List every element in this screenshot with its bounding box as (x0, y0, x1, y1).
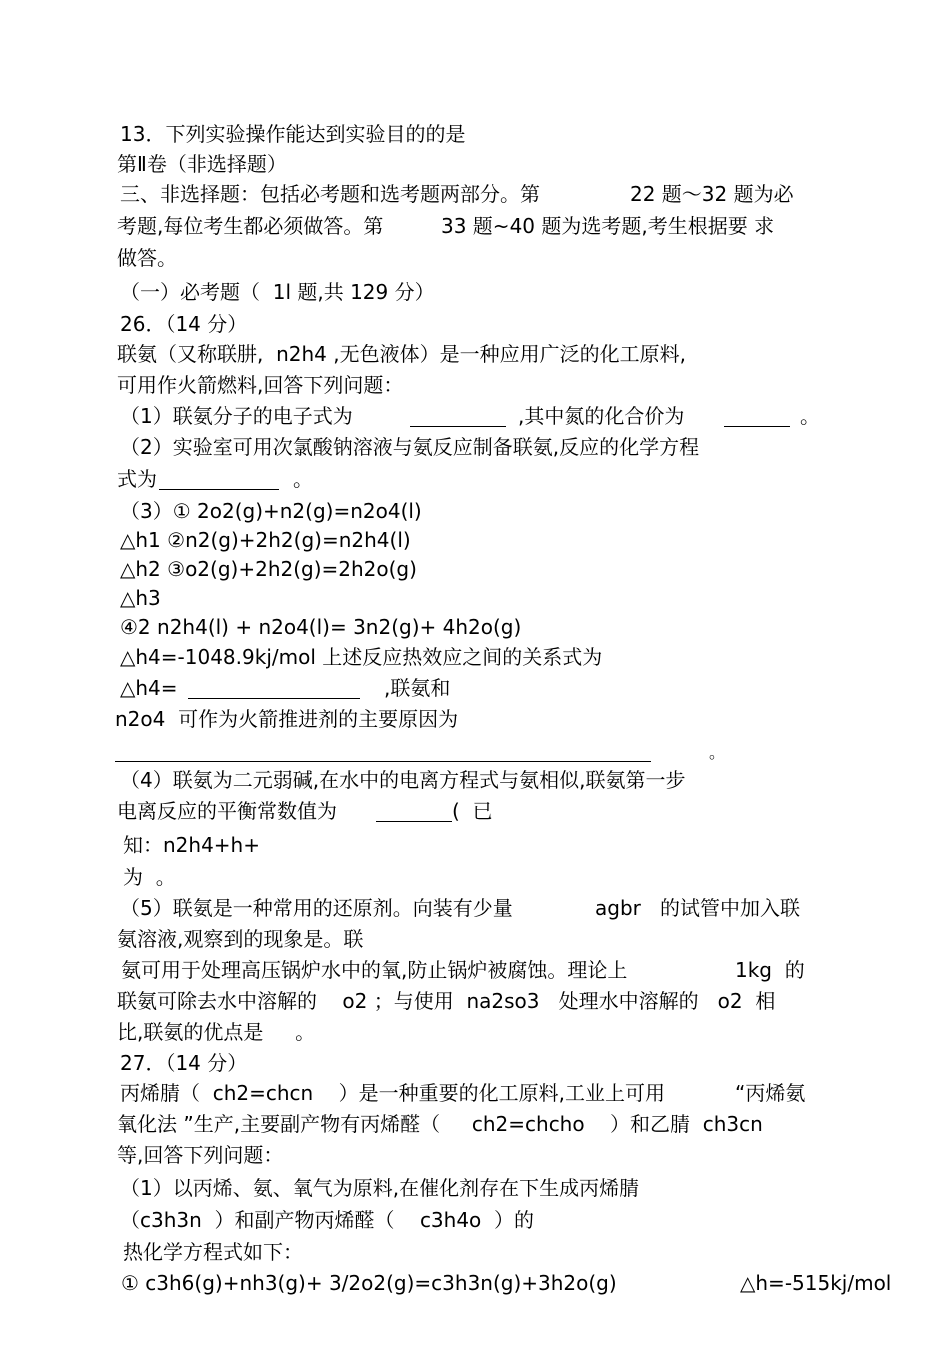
q26-part3-relation: △h4= (120, 676, 178, 700)
q26-part5b: agbr 的试管中加入联 (595, 896, 800, 920)
q26-part4: （4）联氨为二元弱碱,在水中的电离方程式与氨相似,联氨第一步 (120, 768, 686, 792)
instructions-line-1a: 三、非选择题：包括必考题和选考题两部分。第 (120, 182, 540, 206)
q26-part5d: 氨可用于处理高压锅炉水中的氧,防止锅炉被腐蚀。理论上 (121, 958, 628, 982)
q26-part4b: 电离反应的平衡常数值为 (117, 799, 337, 823)
q26-part2c: 。 (293, 467, 313, 491)
q26-part3-reason: n2o4 可作为火箭推进剂的主要原因为 (115, 707, 459, 731)
q27-intro-1b: “丙烯氨 (735, 1081, 806, 1105)
section-title: 第Ⅱ卷（非选择题） (117, 152, 287, 176)
q27-eq1-dh: △h=-515kj/mol (740, 1271, 892, 1295)
q27-intro-2: 氧化法 ”生产,主要副产物有丙烯醛（ ch2=chcho ）和乙腈 ch3cn (117, 1112, 763, 1136)
q26-part5e: 1kg 的 (735, 958, 805, 982)
q26-part4d: 知：n2h4+h+ (123, 833, 260, 857)
q26-part3-eq2: △h1 ②n2(g)+2h2(g)=n2h4(l) (120, 528, 411, 552)
answer-blank (188, 678, 360, 699)
q26-part3-eq1: （3）① 2o2(g)+n2(g)=n2o4(l) (120, 499, 422, 523)
q27-intro-3: 等,回答下列问题： (117, 1143, 284, 1167)
answer-blank (115, 761, 651, 762)
q26-part1c: 。 (800, 404, 820, 428)
q26-part4c: ( 已 (452, 799, 493, 823)
q26-part2: （2）实验室可用次氯酸钠溶液与氨反应制备联氨,反应的化学方程 (120, 435, 700, 459)
instructions-line-1b: 22 题～32 题为必 (630, 182, 794, 206)
answer-blank (724, 406, 790, 427)
answer-blank (376, 801, 452, 822)
question-13: 13．下列实验操作能达到实验目的的是 (120, 122, 466, 146)
q27-part1a: （1）以丙烯、氨、氧气为原料,在催化剂存在下生成丙烯腈 (120, 1176, 640, 1200)
q26-part1b: ,其中氮的化合价为 (518, 404, 685, 428)
q26-part3-relation-b: ,联氨和 (384, 676, 451, 700)
q26-part5c: 氨溶液,观察到的现象是。联 (117, 927, 364, 951)
instructions-line-2b: 33 题~40 题为选考题,考生根据要 求 (441, 214, 775, 238)
q26-part5a: （5）联氨是一种常用的还原剂。向装有少量 (120, 896, 513, 920)
q26-part3-eq4: ④2 n2h4(l) + n2o4(l)= 3n2(g)+ 4h2o(g) (120, 615, 522, 639)
q26-part3-dh4: △h4=-1048.9kj/mol 上述反应热效应之间的关系式为 (120, 645, 603, 669)
q27-eq1: ① c3h6(g)+nh3(g)+ 3/2o2(g)=c3h3n(g)+3h2o(g) (121, 1271, 617, 1295)
q27-intro-1a: 丙烯腈（ ch2=chcn ）是一种重要的化工原料,工业上可用 (120, 1081, 665, 1105)
q26-part3-end: 。 (709, 743, 726, 762)
q26-intro-1: 联氨（又称联肼, n2h4 ,无色液体）是一种应用广泛的化工原料, (117, 342, 686, 366)
q26-part4e: 为 。 (123, 865, 176, 889)
instructions-line-2a: 考题,每位考生都必须做答。第 (117, 214, 384, 238)
q26-part3-eq3: △h2 ③o2(g)+2h2(g)=2h2o(g) (120, 557, 417, 581)
q26-part5f: 联氨可除去水中溶解的 o2 ；与使用 na2so3 处理水中溶解的 o2 相 (117, 989, 776, 1013)
question-27-heading: 27．（14 分） (120, 1051, 248, 1075)
q26-part5g: 比,联氨的优点是 。 (117, 1020, 316, 1044)
answer-blank (410, 406, 506, 427)
required-section-heading: （一）必考题（ 1l 题,共 129 分） (120, 280, 435, 304)
answer-blank (159, 469, 279, 490)
q27-part1b: （c3h3n ）和副产物丙烯醛（ c3h4o ）的 (120, 1208, 535, 1232)
question-26-heading: 26．（14 分） (120, 312, 248, 336)
q26-part1a: （1）联氨分子的电子式为 (120, 404, 353, 428)
instructions-line-3: 做答。 (117, 246, 177, 270)
q26-intro-2: 可用作火箭燃料,回答下列问题： (117, 373, 404, 397)
q26-part2b: 式为 (117, 467, 157, 491)
q27-part1c: 热化学方程式如下： (123, 1240, 303, 1264)
q26-part3-dh3: △h3 (120, 586, 161, 610)
